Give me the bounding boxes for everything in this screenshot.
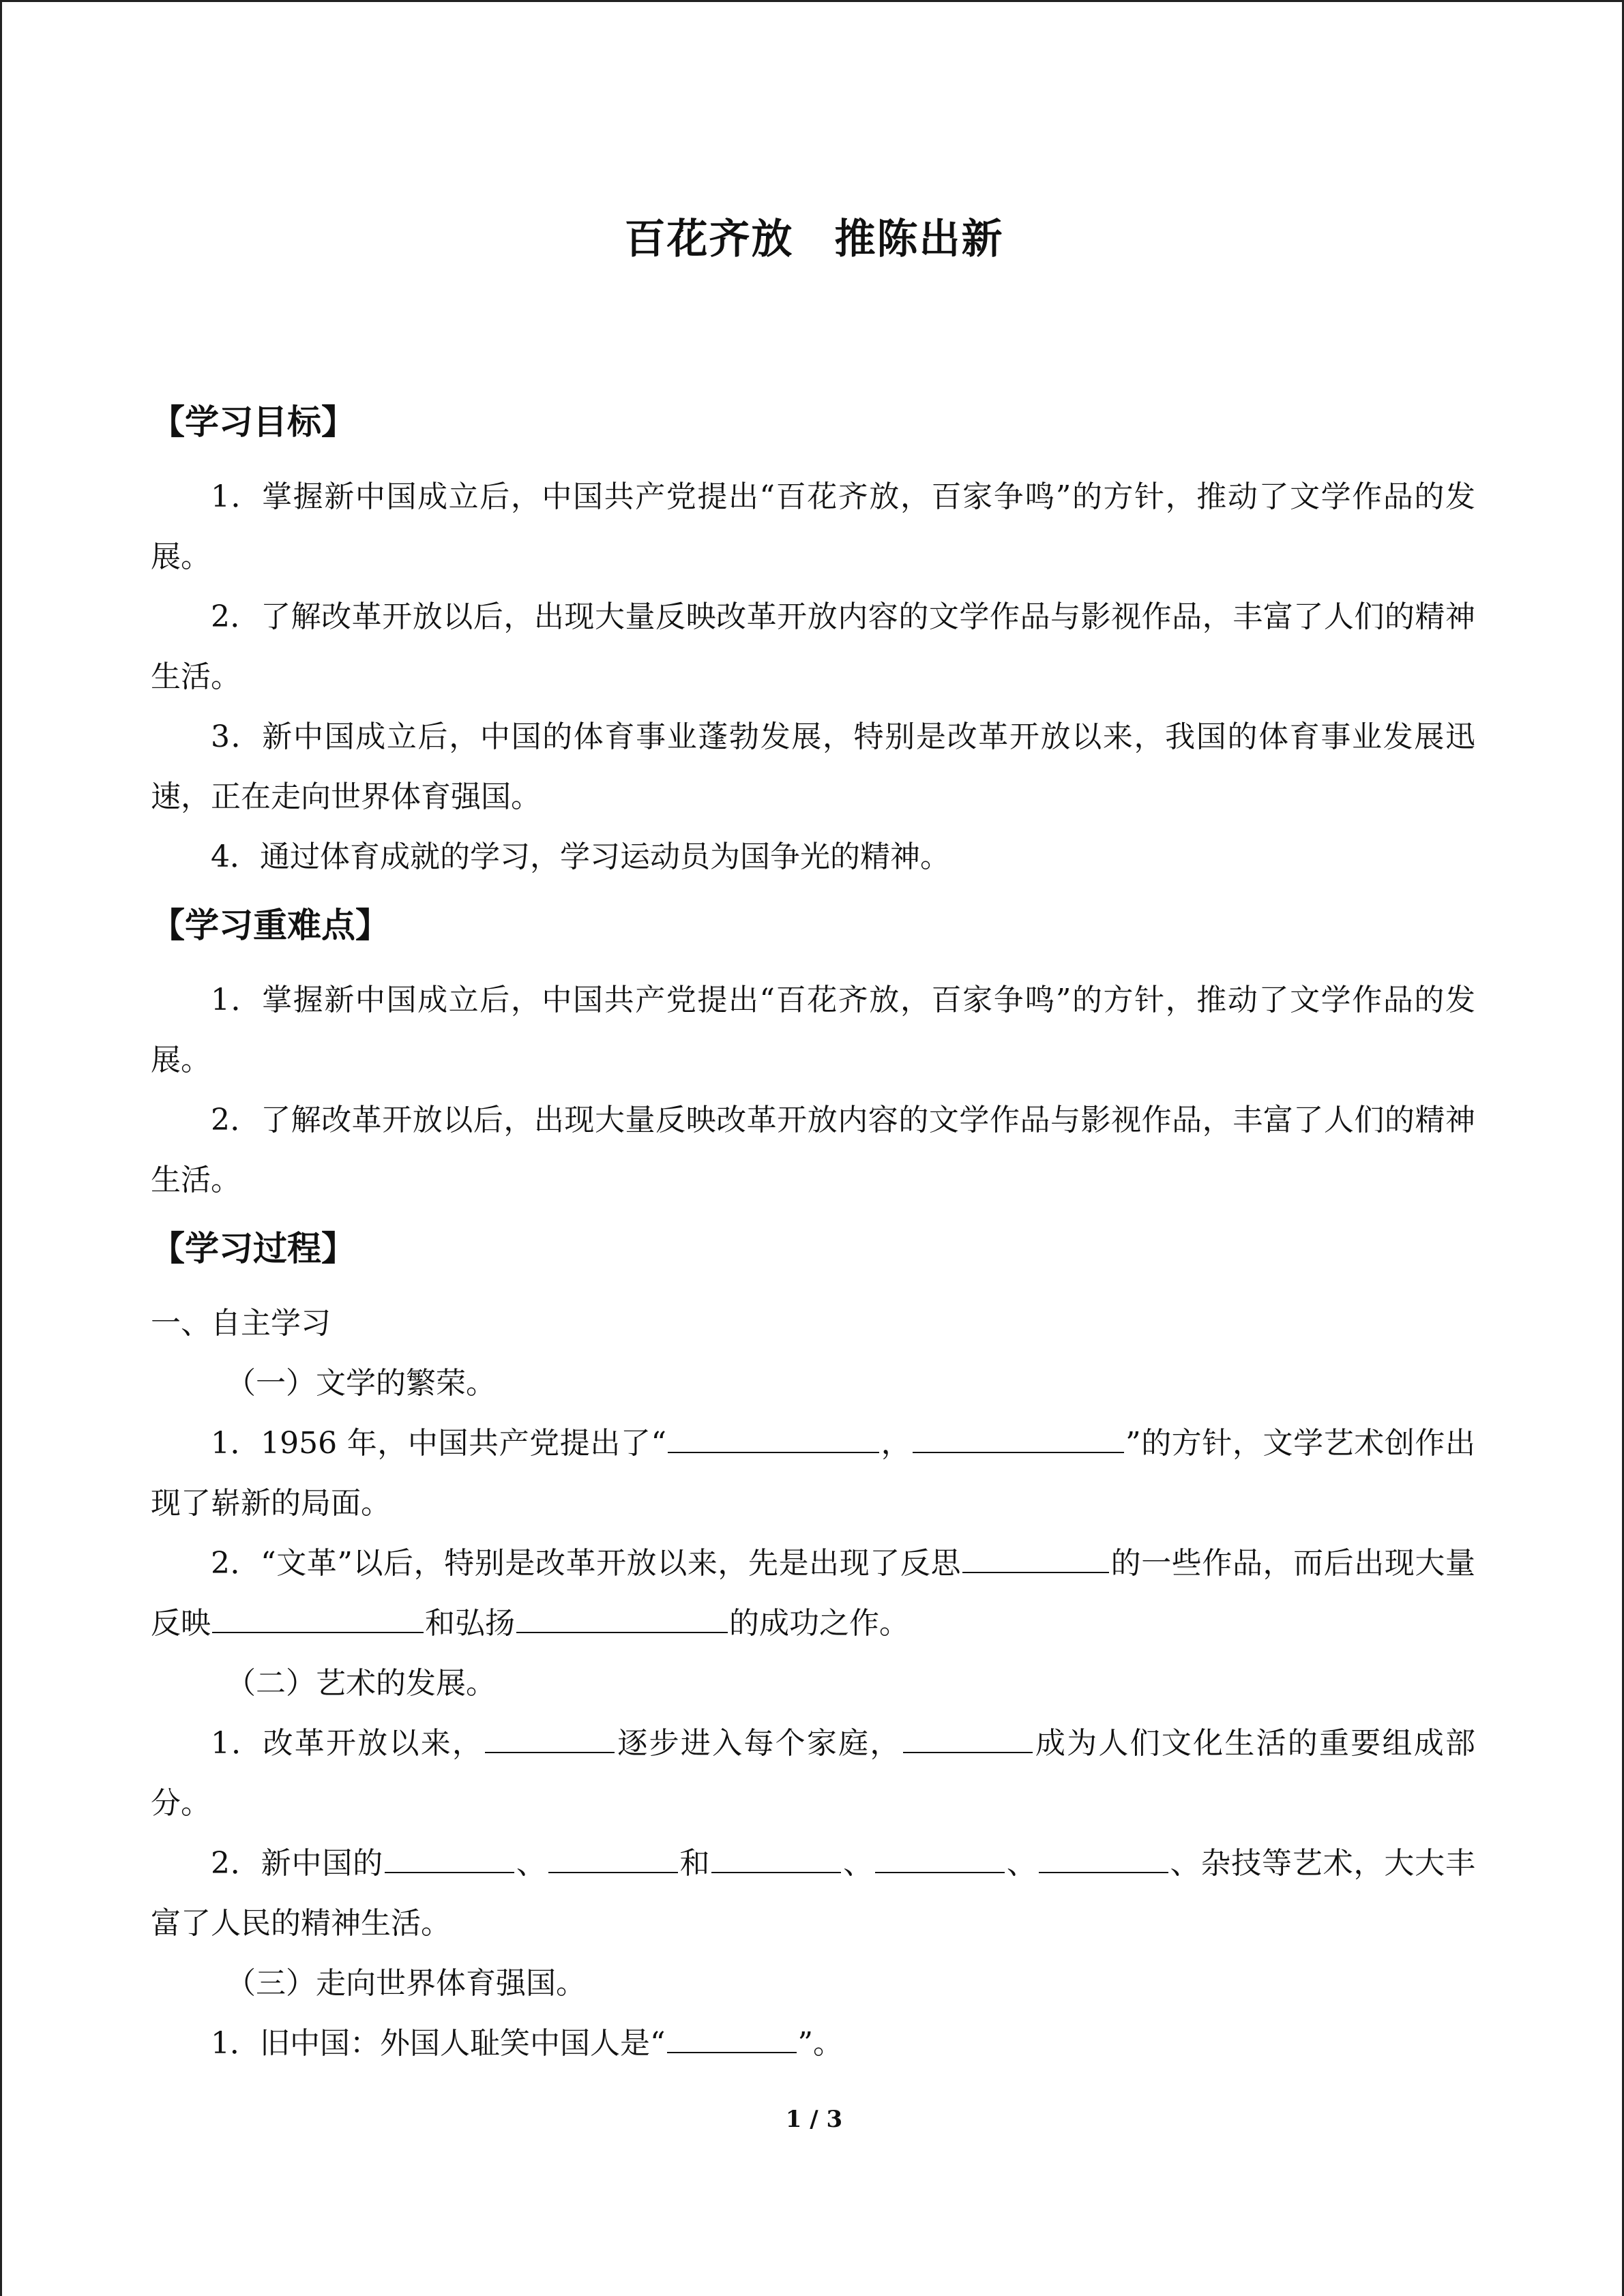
fill-blank[interactable] xyxy=(668,1419,879,1453)
title-part-1: 百花齐放 xyxy=(624,215,794,263)
subsection-arts: （二）艺术的发展。 xyxy=(226,1666,496,1701)
subsection-sports: （三）走向世界体育强国。 xyxy=(226,1966,586,2001)
document-body xyxy=(151,384,1475,2074)
objective-item-1: 1．掌握新中国成立后，中国共产党提出“百花齐放，百家争鸣”的方针，推动了文学作品的发展。 xyxy=(151,479,1475,574)
fill-blank[interactable] xyxy=(711,1839,841,1873)
fill-blank[interactable] xyxy=(485,1719,615,1753)
page-number: 1 / 3 xyxy=(785,2106,843,2133)
objectives-heading: 【学习目标】 xyxy=(151,402,355,442)
title-part-2: 推陈出新 xyxy=(834,215,1004,263)
fill-blank[interactable] xyxy=(548,1839,678,1873)
objective-item-3: 3．新中国成立后，中国的体育事业蓬勃发展，特别是改革开放以来，我国的体育事业发展迅速，正在走向世界体育强国。 xyxy=(151,719,1475,814)
question-arts-1: 1．改革开放以来， 逐步进入每个家庭， 成为人们文化生活的重要组成部分。 xyxy=(151,1714,1475,1834)
fill-blank[interactable] xyxy=(516,1599,728,1633)
question-arts-2: 2．新中国的 、 和 、 、 、杂技等艺术，大大丰富了人民的精神生活。 xyxy=(151,1834,1475,1954)
fill-blank[interactable] xyxy=(903,1719,1033,1753)
objective-item-4: 4．通过体育成就的学习，学习运动员为国争光的精神。 xyxy=(211,839,950,874)
fill-blank[interactable] xyxy=(875,1839,1005,1873)
page-title xyxy=(2,207,1624,265)
self-study-label: 一、自主学习 xyxy=(151,1306,331,1341)
fill-blank[interactable] xyxy=(1039,1839,1168,1873)
fill-blank[interactable] xyxy=(962,1539,1109,1573)
subsection-literature: （一）文学的繁荣。 xyxy=(226,1366,496,1401)
question-literature-2: 2．“文革”以后，特别是改革开放以来，先是出现了反思 的一些作品，而后出现大量反映 和弘扬 的成功之作。 xyxy=(151,1534,1475,1654)
process-heading: 【学习过程】 xyxy=(151,1229,355,1268)
fill-blank[interactable] xyxy=(667,2019,797,2053)
fill-blank[interactable] xyxy=(913,1419,1124,1453)
key-point-item-2: 2．了解改革开放以后，出现大量反映改革开放内容的文学作品与影视作品，丰富了人们的精神生活。 xyxy=(151,1103,1475,1197)
fill-blank[interactable] xyxy=(212,1599,424,1633)
key-point-item-1: 1．掌握新中国成立后，中国共产党提出“百花齐放，百家争鸣”的方针，推动了文学作品的发展。 xyxy=(151,983,1475,1077)
objective-item-2: 2．了解改革开放以后，出现大量反映改革开放内容的文学作品与影视作品，丰富了人们的精神生活。 xyxy=(151,599,1475,694)
question-sports-1: 1．旧中国：外国人耻笑中国人是“ ”。 xyxy=(151,2014,1475,2074)
key-points-heading: 【学习重难点】 xyxy=(151,906,389,945)
question-literature-1: 1．1956 年，中国共产党提出了“ ， ”的方针，文学艺术创作出现了崭新的局面。 xyxy=(151,1414,1475,1534)
fill-blank[interactable] xyxy=(385,1839,514,1873)
